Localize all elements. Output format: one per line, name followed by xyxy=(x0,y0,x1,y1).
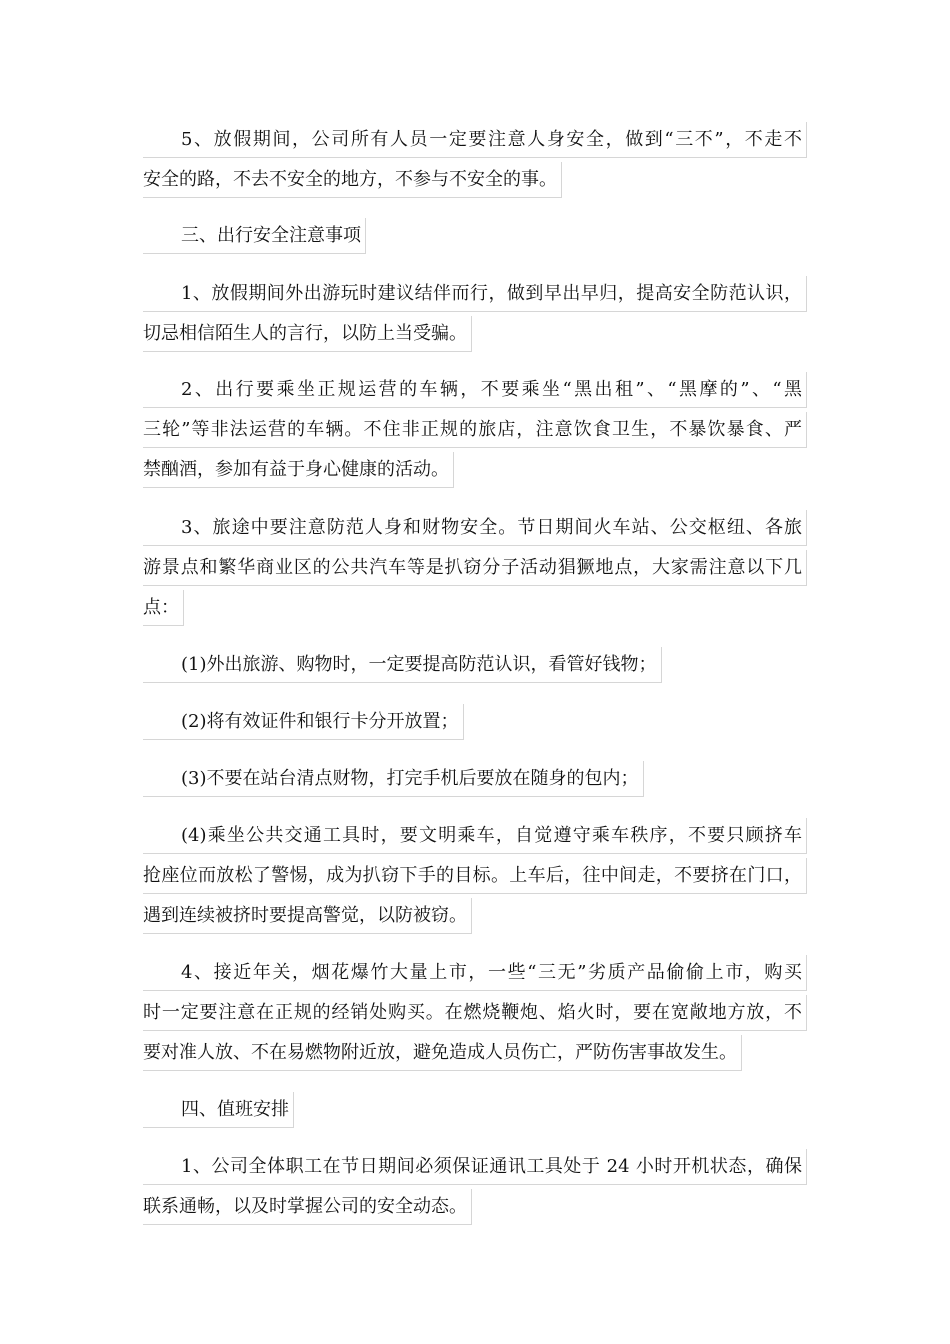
text-line: 1、公司全体职工在节日期间必须保证通讯工具处于 24 小时开机状态，确保 xyxy=(143,1149,807,1185)
text-line: 4、接近年关，烟花爆竹大量上市，一些“三无”劣质产品偷偷上市，购买 xyxy=(143,955,807,991)
text-line: (1)外出旅游、购物时，一定要提高防范认识，看管好钱物； xyxy=(143,647,662,683)
sub-item-2 xyxy=(143,704,807,744)
sub-item-1 xyxy=(143,647,807,687)
text-line: 遇到连续被挤时要提高警觉，以防被窃。 xyxy=(143,898,472,934)
sub-item-4 xyxy=(143,818,807,938)
text-line: 安全的路，不去不安全的地方，不参与不安全的事。 xyxy=(143,162,562,198)
heading-text: 四、值班安排 xyxy=(143,1092,294,1128)
paragraph-travel-3 xyxy=(143,510,807,630)
heading-text: 三、出行安全注意事项 xyxy=(143,218,366,254)
section-heading-4 xyxy=(143,1092,807,1132)
text-line: 三轮”等非法运营的车辆。不住非正规的旅店，注意饮食卫生，不暴饮暴食、严 xyxy=(143,412,807,448)
paragraph-travel-4 xyxy=(143,955,807,1075)
text-line: 切忌相信陌生人的言行，以防上当受骗。 xyxy=(143,316,472,352)
paragraph-travel-2 xyxy=(143,372,807,492)
text-line: 5、放假期间，公司所有人员一定要注意人身安全，做到“三不”，不走不 xyxy=(143,122,807,158)
text-line: 3、旅途中要注意防范人身和财物安全。节日期间火车站、公交枢纽、各旅 xyxy=(143,510,807,546)
text-line: 抢座位而放松了警惕，成为扒窃下手的目标。上车后，往中间走，不要挤在门口， xyxy=(143,858,807,894)
text-line: 1、放假期间外出游玩时建议结伴而行，做到早出早归，提高安全防范认识， xyxy=(143,276,807,312)
text-line: (2)将有效证件和银行卡分开放置； xyxy=(143,704,464,740)
text-line: (4)乘坐公共交通工具时，要文明乘车，自觉遵守乘车秩序，不要只顾挤车 xyxy=(143,818,807,854)
section-heading-3 xyxy=(143,218,807,258)
paragraph-duty-1 xyxy=(143,1149,807,1229)
text-line: 点： xyxy=(143,590,184,626)
text-line: 时一定要注意在正规的经销处购买。在燃烧鞭炮、焰火时，要在宽敞地方放，不 xyxy=(143,995,807,1031)
text-line: 禁酗酒，参加有益于身心健康的活动。 xyxy=(143,452,454,488)
sub-item-3 xyxy=(143,761,807,801)
text-line: 联系通畅，以及时掌握公司的安全动态。 xyxy=(143,1189,472,1225)
paragraph-travel-1 xyxy=(143,276,807,356)
text-line: 2、出行要乘坐正规运营的车辆，不要乘坐“黑出租”、“黑摩的”、“黑 xyxy=(143,372,807,408)
text-line: (3)不要在站台清点财物，打完手机后要放在随身的包内； xyxy=(143,761,644,797)
text-line: 游景点和繁华商业区的公共汽车等是扒窃分子活动猖獗地点，大家需注意以下几 xyxy=(143,550,807,586)
paragraph-item-5 xyxy=(143,122,807,202)
text-line: 要对准人放、不在易燃物附近放，避免造成人员伤亡，严防伤害事故发生。 xyxy=(143,1035,742,1071)
